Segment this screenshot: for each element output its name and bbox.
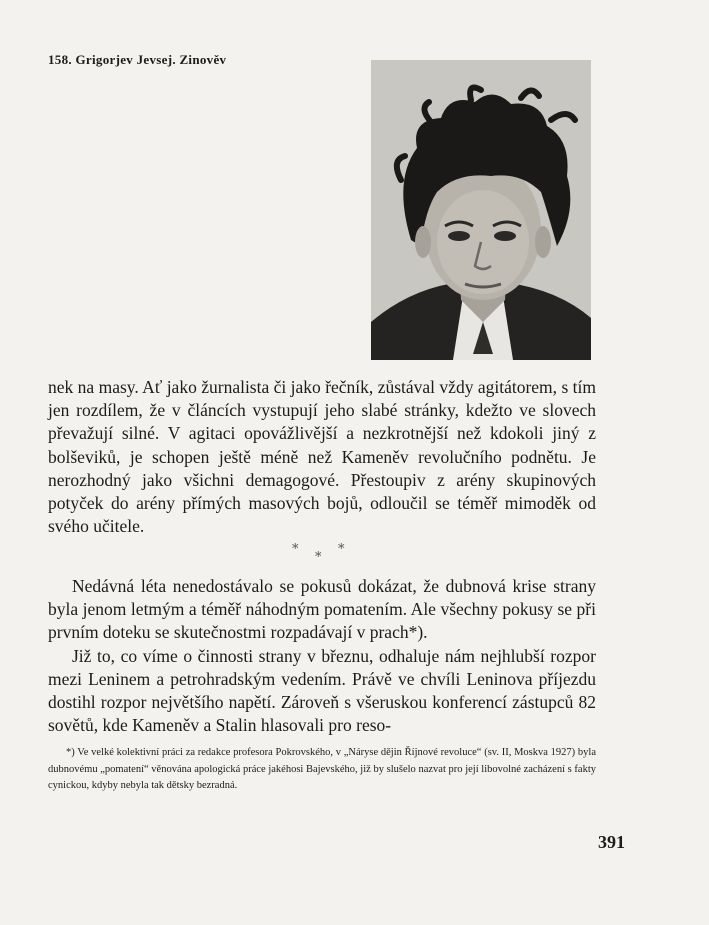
- paragraph-2-text: Nedávná léta nenedostávalo se pokusů dokázat, že dubnová krise strany byla jenom letmým a téměř náhodným pomatením. Ale všechny pokusy se při prvním doteku se skutečnostmi rozpadávají v prach*).: [48, 576, 596, 643]
- portrait-image: [371, 60, 591, 360]
- footnote: [48, 745, 596, 795]
- page-number: 391: [598, 832, 625, 852]
- asterisk: *: [292, 542, 299, 557]
- photo-caption: 158. Grigorjev Jevsej. Zinověv: [48, 52, 227, 67]
- paragraph-group: [48, 575, 596, 737]
- paragraph-1-text: nek na masy. Ať jako žurnalista či jako řečník, zůstával vždy agitátorem, s tím jen rozdílem, že v článcích vystupují jeho slabé stránky, kdežto ve slovech převažují silné. V agitaci opovážlivější a nezkrotnější než kdokoli jiný z bolševiků, je schopen ještě méně než Kameněv revolučního podnětu. Je nerozhodný jako všichni demagogové. Přestoupiv z arény skupinových potyček do arény přímých masových bojů, odloučil se téměř mimoděk od svého učitele.: [48, 377, 596, 537]
- paragraph-3-text: Již to, co víme o činnosti strany v březnu, odhaluje nám nejhlubší rozpor mezi Leninem a petrohradským vedením. Právě ve chvíli Leninova příjezdu dostihl rozpor největšího napětí. Zároveň s všeruskou konferencí zástupců 82 sovětů, kde Kameněv a Stalin hlasovali pro reso-: [48, 645, 596, 736]
- footnote-text: *) Ve velké kolektivní práci za redakce profesora Pokrovského, v „Nárysе dějin Říjnové revoluce“ (sv. II, Moskva 1927) byla dubnovému „pomatení“ věnována apologická práce jakéhosi Bajevského, již by slušelo nazvat pro její libovolné zacházení s fakty cynickou, kdyby nebyla tak dětsky bezradná.: [48, 747, 596, 791]
- section-break-asterisks: [286, 540, 356, 564]
- paragraph-1: [48, 376, 596, 538]
- asterisk: *: [338, 542, 345, 557]
- asterisk: *: [315, 550, 322, 565]
- portrait-photo: [371, 60, 591, 360]
